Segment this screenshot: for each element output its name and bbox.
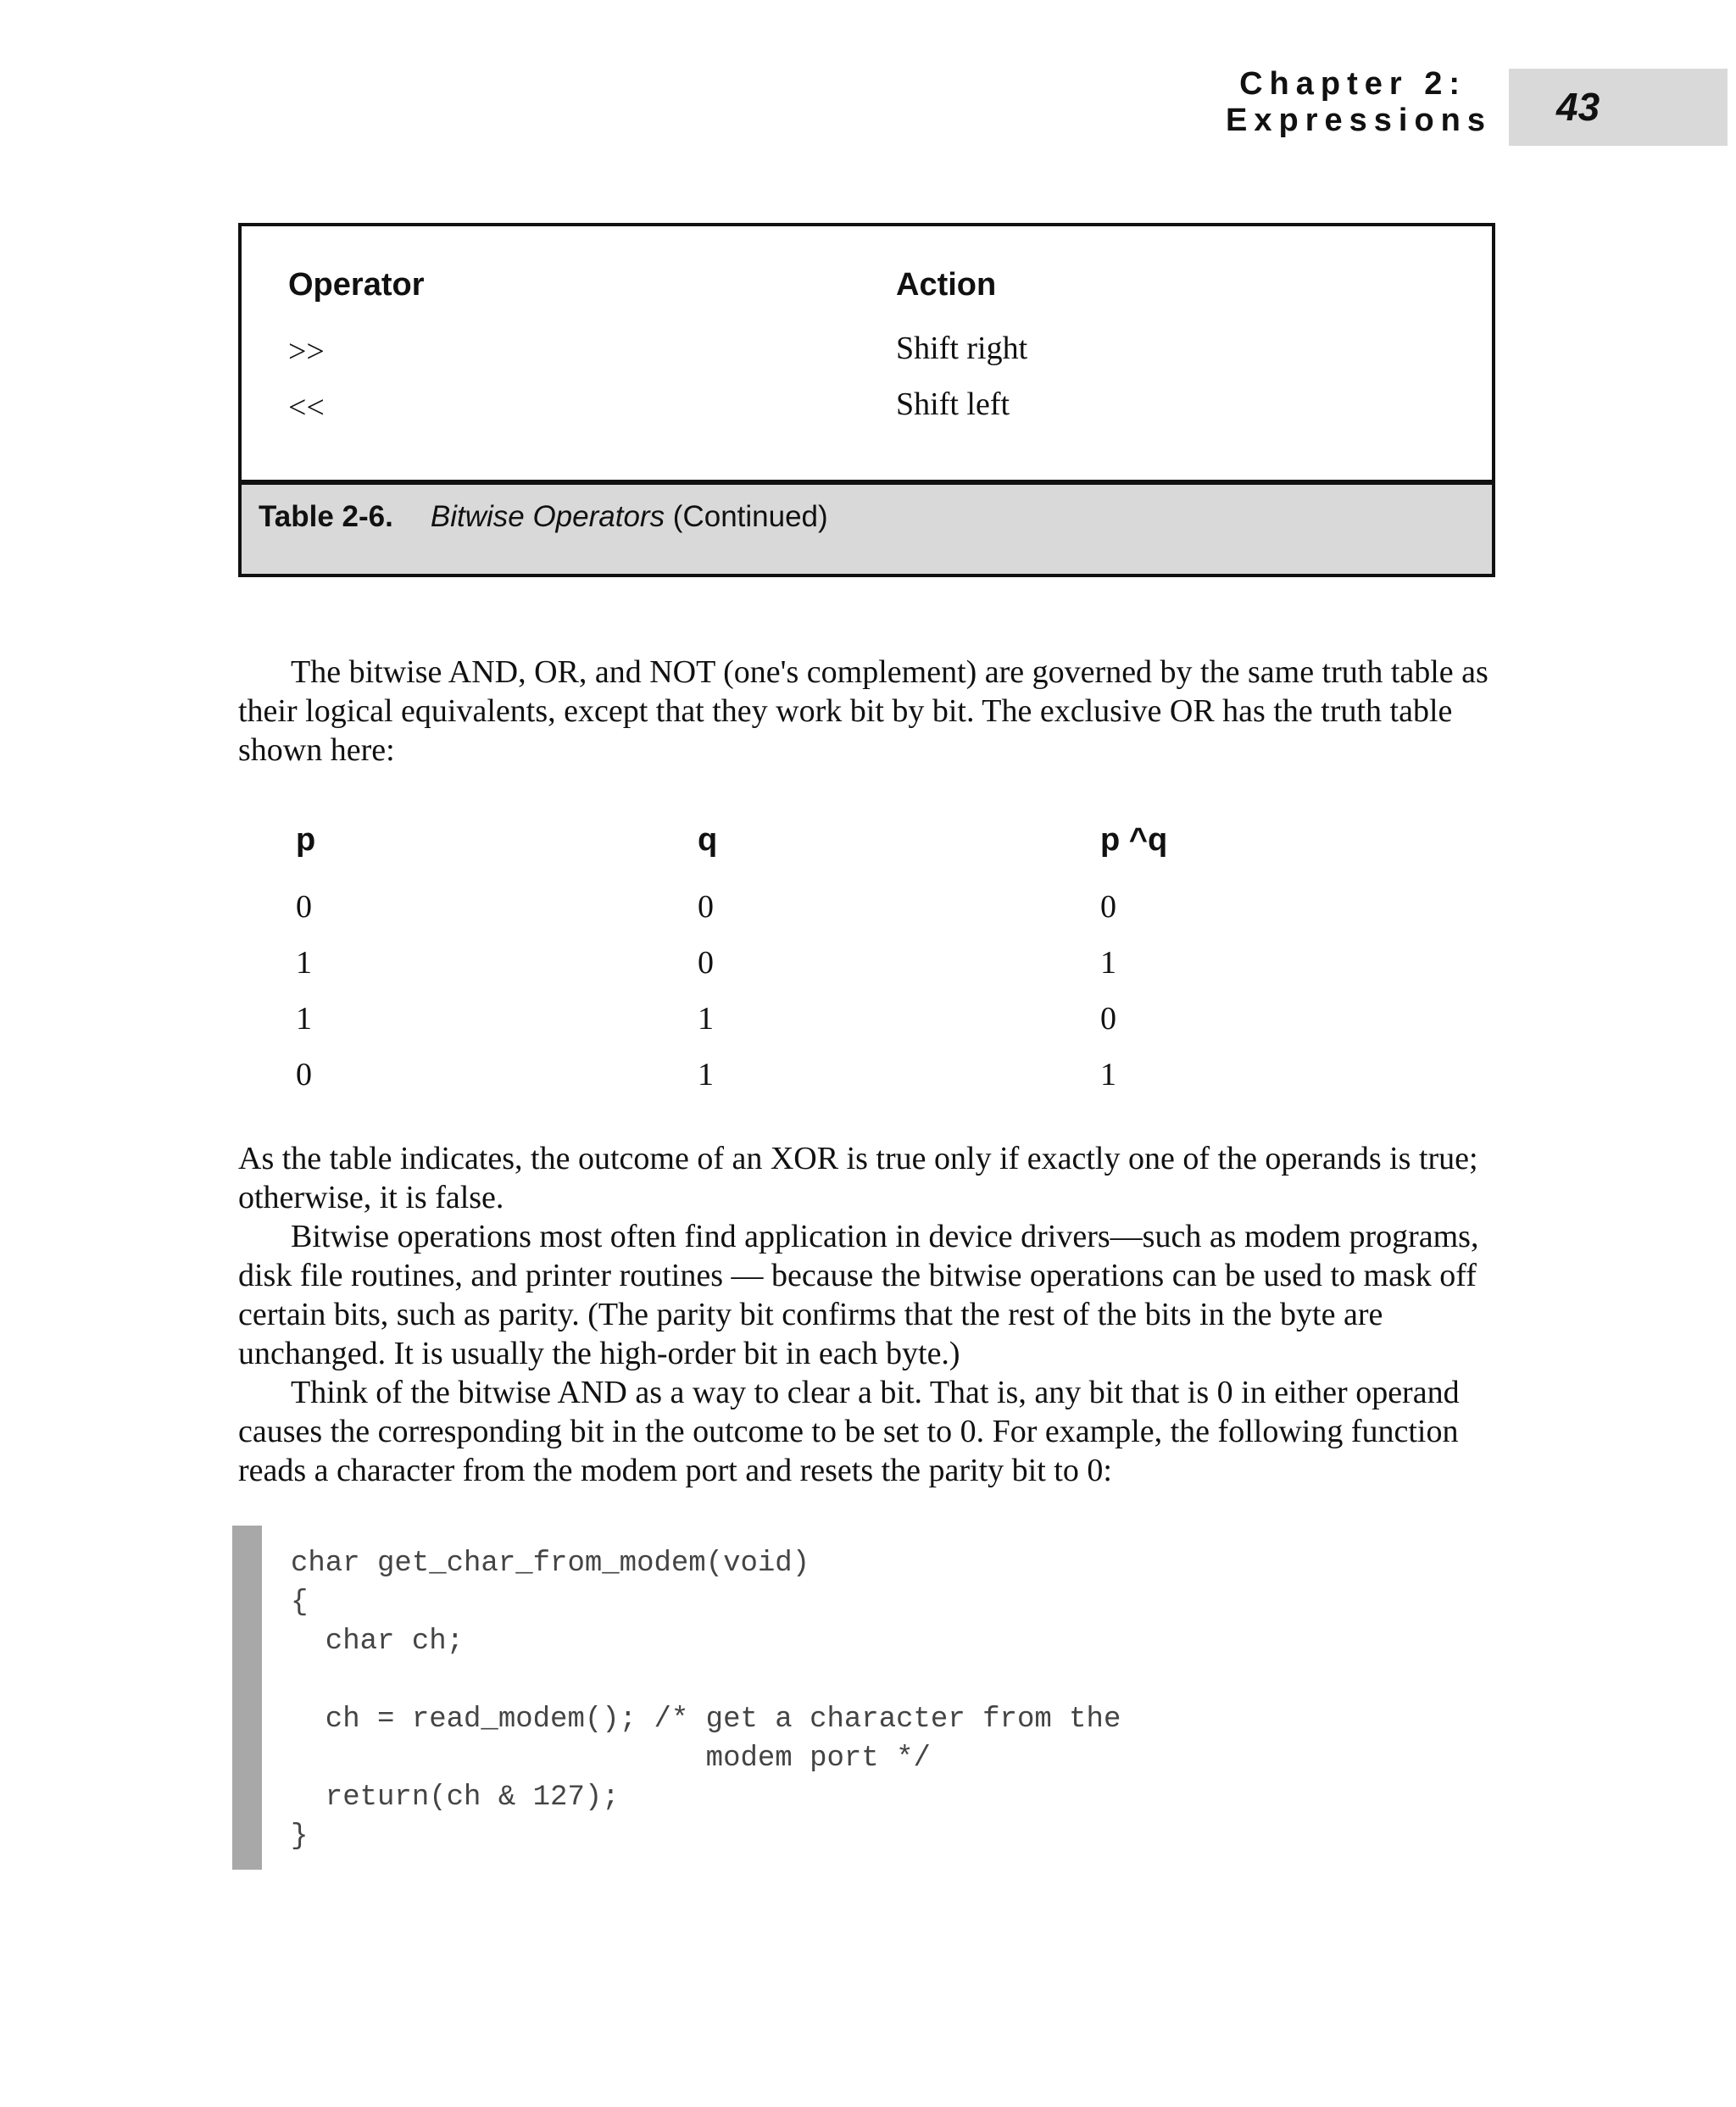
xor-cell: 1 xyxy=(296,945,312,981)
caption-title: Bitwise Operators xyxy=(430,500,665,533)
caption-suffix: (Continued) xyxy=(665,500,828,533)
code-line: } xyxy=(291,1821,309,1853)
xor-cell: 1 xyxy=(698,1001,714,1037)
chapter-label: Chapter 2: xyxy=(1239,66,1466,102)
bitwise-operators-table xyxy=(238,223,1495,577)
xor-header-p: p xyxy=(296,822,316,858)
xor-header-p-xor-q: p ^q xyxy=(1100,822,1168,858)
xor-cell: 1 xyxy=(698,1057,714,1092)
xor-cell: 0 xyxy=(1100,1001,1116,1037)
running-head xyxy=(1000,66,1492,139)
column-header-operator: Operator xyxy=(288,267,425,303)
code-line: return(ch & 127); xyxy=(291,1782,620,1814)
table-cell-action: Shift right xyxy=(896,331,1028,366)
body-paragraph: Think of the bitwise AND as a way to clear a bit. That is, any bit that is 0 in either operand causes the corresponding bit in the outcome to be set to 0. For example, the following function reads a character from the modem port and resets the parity bit to 0: xyxy=(238,1375,1460,1488)
code-line: char get_char_from_modem(void) xyxy=(291,1548,810,1580)
body-paragraph: Bitwise operations most often find application in device drivers—such as modem programs, disk file routines, and printer routines — because the bitwise operations can be used to mask off certain bits, such as parity. (The parity bit confirms that the rest of the bits in the byte are unchanged. It is usually the high-order bit in each byte.) xyxy=(238,1219,1479,1371)
table-cell-action: Shift left xyxy=(896,386,1010,422)
code-line: ch = read_modem(); /* get a character from the xyxy=(291,1704,1121,1736)
code-line: char ch; xyxy=(291,1626,465,1658)
xor-cell: 0 xyxy=(296,1057,312,1092)
table-caption xyxy=(242,485,1492,574)
code-listing xyxy=(291,1544,1121,1856)
xor-cell: 1 xyxy=(296,1001,312,1037)
xor-cell: 0 xyxy=(296,889,312,925)
xor-header-q: q xyxy=(698,822,718,858)
xor-cell: 0 xyxy=(1100,889,1116,925)
table-cell-operator: << xyxy=(288,390,325,425)
caption-label: Table 2-6. xyxy=(259,500,393,533)
xor-cell: 0 xyxy=(698,945,714,981)
column-header-action: Action xyxy=(896,267,997,303)
xor-cell: 1 xyxy=(1100,1057,1116,1092)
body-paragraph: As the table indicates, the outcome of an XOR is true only if exactly one of the operands is true; otherwise, it is false. xyxy=(238,1141,1478,1215)
code-margin-bar xyxy=(232,1526,262,1870)
body-paragraph: The bitwise AND, OR, and NOT (one's complement) are governed by the same truth table as their logical equivalents, except that they work bit by bit. The exclusive OR has the truth table shown here: xyxy=(238,654,1488,768)
table-cell-operator: >> xyxy=(288,334,325,370)
code-line xyxy=(291,1661,1121,1700)
xor-cell: 0 xyxy=(698,889,714,925)
code-line: { xyxy=(291,1587,309,1619)
table-body xyxy=(242,226,1492,485)
xor-cell: 1 xyxy=(1100,945,1116,981)
code-line: modem port */ xyxy=(291,1743,931,1775)
page-number: 43 xyxy=(1509,69,1728,146)
chapter-title: Expressions xyxy=(1226,103,1492,138)
